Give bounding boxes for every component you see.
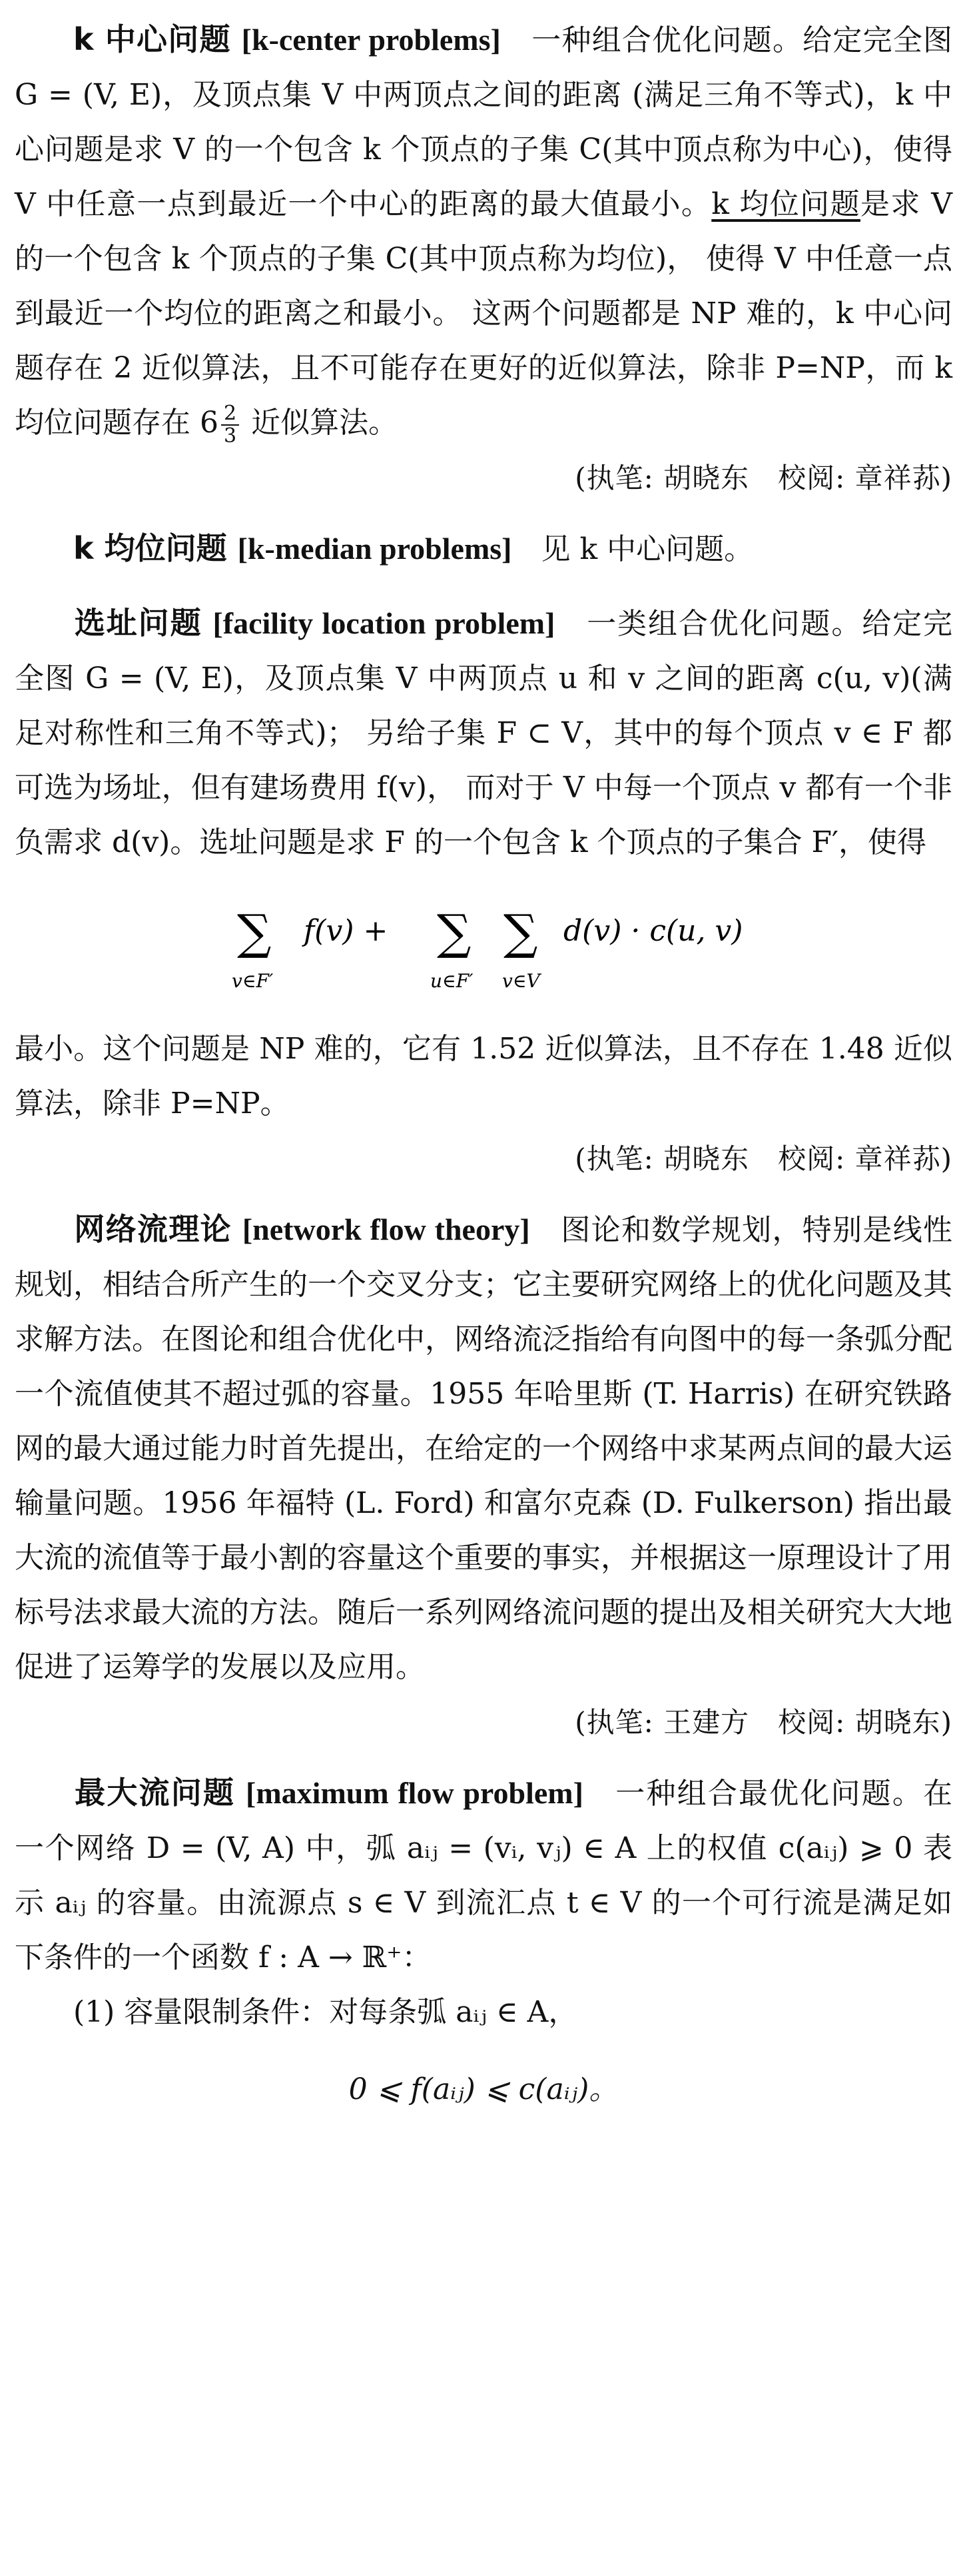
sum-subscript: v∈F′ [232, 970, 274, 992]
entry-paragraph [15, 1765, 952, 1985]
sum-symbol: ∑ [437, 904, 472, 960]
entry-text: 一种组合最优化问题。在一个网络 D = (V, A) 中，弧 aᵢⱼ = (vᵢ, vⱼ) ∈ A 上的权值 c(aᵢⱼ) ⩾ 0 表示 aᵢⱼ 的容量。由流源点 s ∈ V 到流汇点 t ∈ V 的一个可行流是满足如下条件的一个函数 f : A → ℝ⁺： [15, 1777, 953, 1974]
entry-network-flow [15, 1202, 952, 1751]
headword: k 均位问题 [73, 530, 227, 566]
entry-text: 图论和数学规划，特别是线性规划，相结合所产生的一个交叉分支；它主要研究网络上的优化问题及其求解方法。在图论和组合优化中，网络流泛指给有向图中的每一条弧分配一个流值使其不超过弧的容量。1955 年哈里斯 (T. Harris) 在研究铁路网的最大通过能力时首先提出，在给定的一个网络中求某两点间的最大运输量问题。1956 年福特 (L. Ford) 和富尔克森 (D. Fulkerson) 指出最大流的流值等于最小割的容量这个重要的事实，并根据这一原理设计了用标号法求最大流的方法。随后一系列网络流问题的提出及相关研究大大地促进了运筹学的发展以及应用。 [15, 1213, 953, 1684]
author-credit: (执笔: 王建方 校阅: 胡晓东) [575, 1706, 952, 1739]
sum-subscript: u∈F′ [430, 970, 474, 992]
english-term: [facility location problem] [212, 606, 555, 640]
see-also-reference[interactable]: 见 k 中心问题。 [541, 532, 754, 566]
fraction-numerator: 2 [221, 403, 239, 426]
entry-k-center [15, 12, 952, 506]
fraction-denominator: 3 [223, 424, 237, 448]
entry-facility-location [15, 596, 952, 1187]
headword: k 中心问题 [73, 21, 231, 57]
sum-symbol: ∑ [503, 904, 538, 960]
entry-maximum-flow [15, 1765, 952, 2140]
entry-text: 一种组合优化问题。给定完全图 G = (V, E)，及顶点集 V 中两顶点之间的距离 (满足三角不等式)，k 中心问题是求 V 的一个包含 k 个顶点的子集 C(其中顶点称为中心)，使得 V 中任意一点到最近一个中心的距离的最大值最小。 [15, 23, 953, 221]
english-term: [k-median problems] [237, 532, 512, 566]
formula-term: f(v) + [304, 914, 388, 948]
entry-text: 一类组合优化问题。给定完全图 G = (V, E)，及顶点集 V 中两顶点 u 和 v 之间的距离 c(u, v)(满足对称性和三角不等式)； 另给子集 F ⊂ V，其中的每个顶点 v ∈ F 都可选为场址，但有建场费用 f(v)， 而对于 V 中每一个顶点 v 都有一个非负需求 d(v)。选址问题是求 F 的一个包含 k 个顶点的子集合 F′，使得 [15, 607, 952, 859]
display-formula [15, 875, 952, 1022]
headword: 选址问题 [73, 605, 202, 641]
sum-symbol: ∑ [237, 904, 272, 960]
english-term: [network flow theory] [242, 1212, 530, 1246]
entry-paragraph [15, 521, 952, 577]
sum-subscript: v∈V [502, 970, 540, 992]
entry-paragraph [15, 596, 952, 870]
formula-term: d(v) · c(u, v) [563, 914, 743, 948]
entry-paragraph [15, 1202, 952, 1695]
list-item-text: (1) 容量限制条件：对每条弧 aᵢⱼ ∈ A， [73, 1995, 578, 2029]
entry-paragraph-continued [15, 1022, 952, 1131]
headword: 最大流问题 [73, 1775, 236, 1811]
english-term: [maximum flow problem] [246, 1776, 583, 1810]
formula-svg [217, 875, 750, 1015]
fraction [221, 403, 239, 447]
entry-text-end: 近似算法。 [242, 406, 398, 440]
headword: 网络流理论 [73, 1211, 232, 1247]
list-item [15, 1985, 952, 2040]
entry-k-median [15, 521, 952, 596]
cross-reference-link[interactable]: k 均位问题 [711, 187, 860, 221]
display-formula: 0 ⩽ f(aᵢⱼ) ⩽ c(aᵢⱼ)。 [348, 2072, 619, 2106]
author-credit: (执笔: 胡晓东 校阅: 章祥荪) [575, 1142, 952, 1175]
entry-paragraph [15, 12, 952, 450]
entry-text-continued: 是求 V 的一个包含 k 个顶点的子集 C(其中顶点称为均位)， 使得 V 中任意一点到最近一个均位的距离之和最小。 这两个问题都是 NP 难的，k 中心问题存在 2 近似算法，且不可能存在更好的近似算法，除非 P=NP，而 k 均位问题存在 6 [15, 187, 952, 440]
entry-text: 最小。这个问题是 NP 难的，它有 1.52 近似算法，且不存在 1.48 近似算法，除非 P=NP。 [15, 1032, 952, 1120]
author-credit: (执笔: 胡晓东 校阅: 章祥荪) [575, 462, 952, 494]
english-term: [k-center problems] [241, 23, 501, 57]
